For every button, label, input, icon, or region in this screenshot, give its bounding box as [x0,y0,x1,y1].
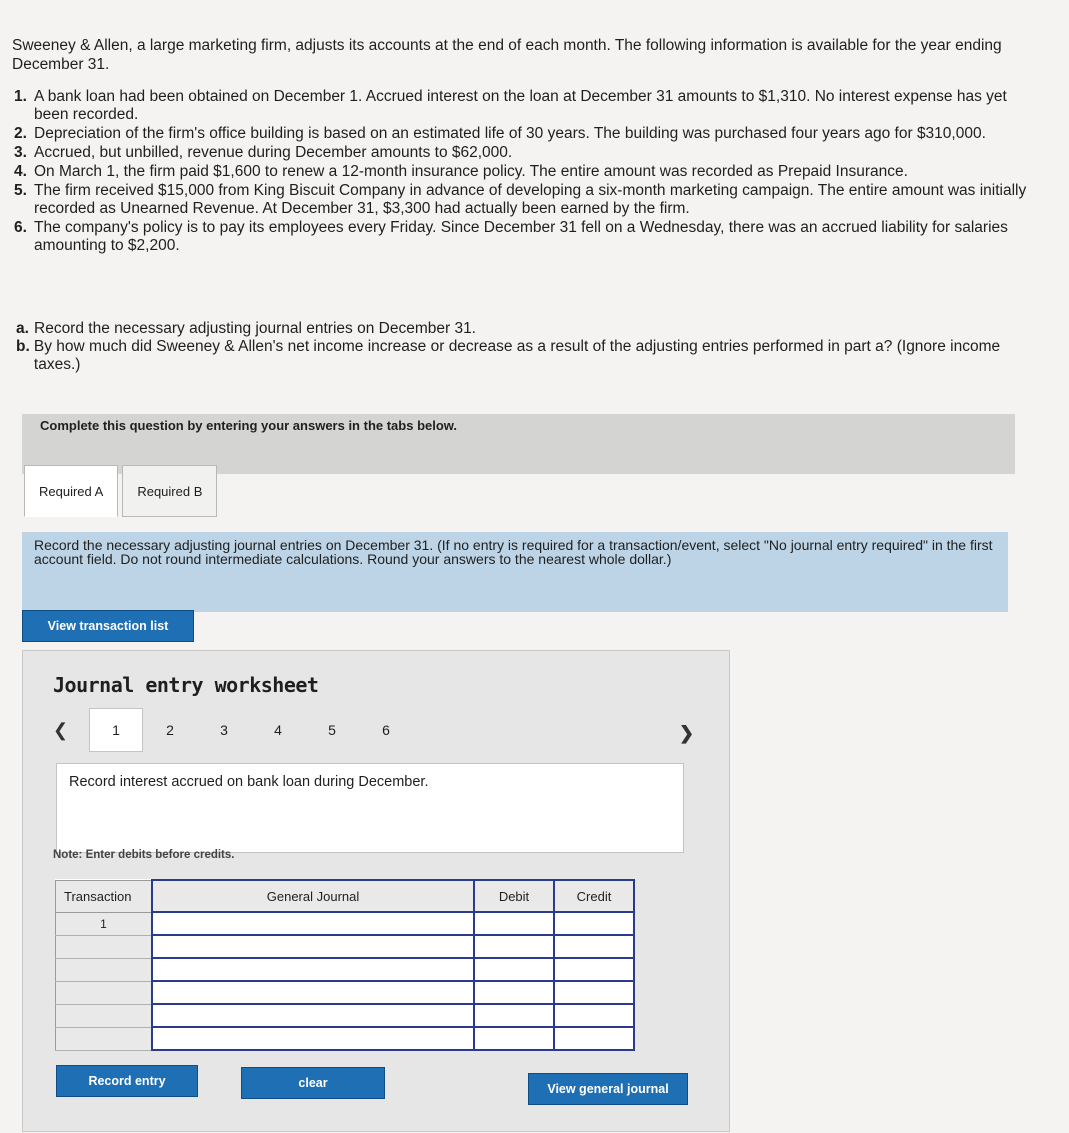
debit-input[interactable] [475,959,553,980]
problem-item: 1. A bank loan had been obtained on December 1. Accrued interest on the loan at December 31 amounts to $1,310. No interest expense has yet been recorded. [14,88,1007,123]
col-general-journal: General Journal [152,880,474,912]
transaction-cell [56,981,153,1004]
tab-bar [24,465,221,517]
part-b: b. By how much did Sweeney & Allen's net income increase or decrease as a result of the adjusting entries performed in part a? (Ignore income taxes.) [16,338,1001,373]
account-field[interactable] [152,935,474,958]
credit-input[interactable] [555,1005,633,1026]
credit-input[interactable] [555,1028,633,1049]
chevron-left-icon[interactable]: ❮ [53,719,69,740]
debit-input[interactable] [475,1028,553,1049]
problem-item: 4. On March 1, the firm paid $1,600 to renew a 12-month insurance policy. The entire amount was recorded as Prepaid Insurance. [14,163,908,180]
credit-field[interactable] [554,1004,634,1027]
record-entry-button[interactable]: Record entry [56,1065,198,1097]
table-row [56,935,635,958]
table-row [56,958,635,981]
account-input[interactable] [153,1028,473,1049]
account-field[interactable] [152,1004,474,1027]
account-input[interactable] [153,936,473,957]
debit-field[interactable] [474,981,554,1004]
account-field[interactable] [152,981,474,1004]
view-transaction-list-button[interactable]: View transaction list [22,610,194,642]
account-field[interactable] [152,912,474,935]
worksheet-pager [53,707,413,753]
debit-input[interactable] [475,936,553,957]
debit-field[interactable] [474,935,554,958]
credit-field[interactable] [554,981,634,1004]
table-row [56,1004,635,1027]
tab-required-b[interactable]: Required B [122,465,217,517]
credit-field[interactable] [554,935,634,958]
chevron-right-icon[interactable]: ❯ [679,723,695,743]
tab-required-a[interactable]: Required A [24,465,118,517]
instructions-box: Record the necessary adjusting journal entries on December 31. (If no entry is required for a transaction/event, select "No journal entry required" in the first account field. Do not round intermediate calculations. Round your answers to the nearest whole dollar.) [22,532,1008,612]
journal-entry-worksheet [22,650,730,1132]
page-3[interactable]: 3 [220,722,228,738]
entry-description: Record interest accrued on bank loan during December. [56,763,684,853]
debit-field[interactable] [474,958,554,981]
credit-field[interactable] [554,912,634,935]
table-header [56,880,635,912]
table-row [56,1027,635,1050]
part-a: a. Record the necessary adjusting journal entries on December 31. [16,320,476,337]
journal-table [55,879,635,1051]
transaction-cell [56,958,153,981]
page-5[interactable]: 5 [328,722,336,738]
account-field[interactable] [152,958,474,981]
account-input[interactable] [153,982,473,1003]
debit-input[interactable] [475,913,553,934]
problem-items [14,88,1044,256]
transaction-cell [56,935,153,958]
debit-input[interactable] [475,1005,553,1026]
credit-input[interactable] [555,913,633,934]
col-transaction: Transaction [56,880,153,912]
debit-field[interactable] [474,912,554,935]
col-credit: Credit [554,880,634,912]
credit-input[interactable] [555,959,633,980]
page-6[interactable]: 6 [382,722,390,738]
credit-field[interactable] [554,958,634,981]
transaction-cell: 1 [56,912,153,935]
problem-parts [16,320,1046,374]
problem-item: 6. The company's policy is to pay its employees every Friday. Since December 31 fell on a Wednesday, there was an accrued liability for salaries amounting to $2,200. [14,219,1008,254]
page-2[interactable]: 2 [166,722,174,738]
account-input[interactable] [153,1005,473,1026]
problem-intro: Sweeney & Allen, a large marketing firm, adjusts its accounts at the end of each month. The following information is available for the year ending December 31. [12,37,1002,73]
clear-button[interactable]: clear [241,1067,385,1099]
credit-input[interactable] [555,936,633,957]
worksheet-title: Journal entry worksheet [53,673,319,697]
problem-item: 5. The firm received $15,000 from King Biscuit Company in advance of developing a six-month marketing campaign. The entire amount was initially recorded as Unearned Revenue. At December 31, $3,300 had actually been earned by the firm. [14,182,1027,217]
problem-item: 2. Depreciation of the firm's office building is based on an estimated life of 30 years. The building was purchased four years ago for $310,000. [14,125,986,142]
view-general-journal-button[interactable]: View general journal [528,1073,688,1105]
account-input[interactable] [153,959,473,980]
credit-input[interactable] [555,982,633,1003]
page-1[interactable]: 1 [89,708,143,752]
entry-note: Note: Enter debits before credits. [53,849,235,861]
table-row [56,981,635,1004]
instruction-banner: Complete this question by entering your answers in the tabs below. [22,414,1015,474]
account-field[interactable] [152,1027,474,1050]
transaction-cell [56,1027,153,1050]
transaction-cell [56,1004,153,1027]
debit-field[interactable] [474,1027,554,1050]
debit-input[interactable] [475,982,553,1003]
credit-field[interactable] [554,1027,634,1050]
table-row [56,912,635,935]
debit-field[interactable] [474,1004,554,1027]
col-debit: Debit [474,880,554,912]
problem-item: 3. Accrued, but unbilled, revenue during December amounts to $62,000. [14,144,513,161]
page-4[interactable]: 4 [274,722,282,738]
account-input[interactable] [153,913,473,934]
